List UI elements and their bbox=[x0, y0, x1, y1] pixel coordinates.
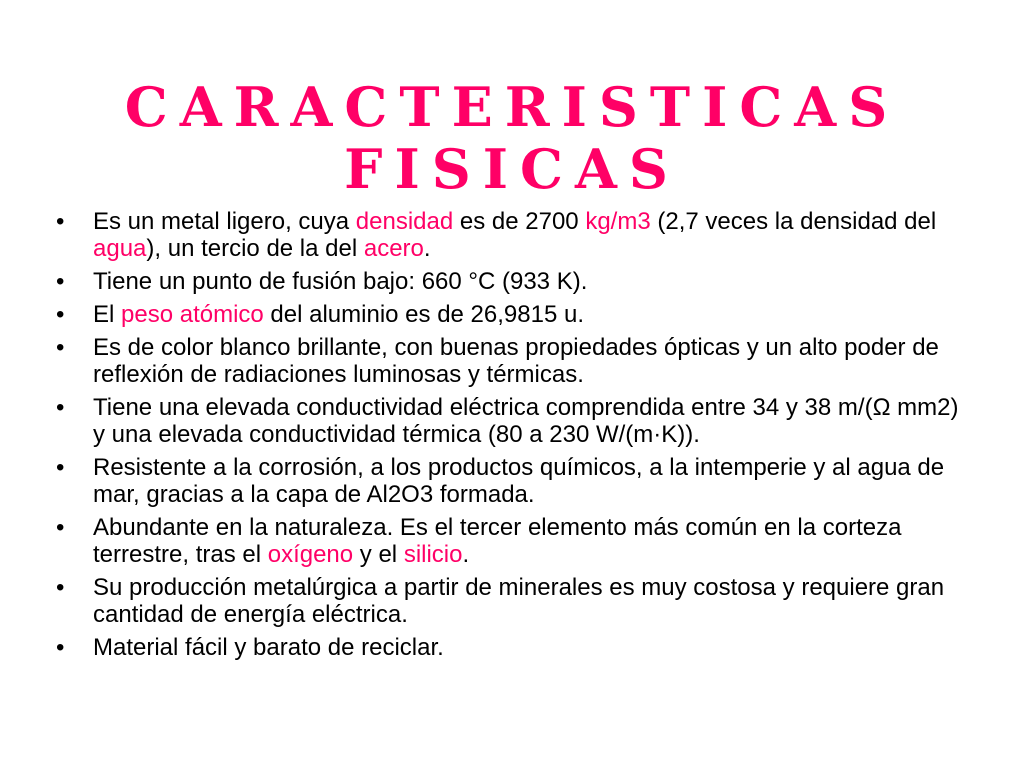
bullet-item-corrosion bbox=[56, 454, 961, 508]
bullet-text: Es un metal ligero, cuya bbox=[93, 208, 356, 235]
title-line-2: FISICAS bbox=[344, 137, 680, 202]
bullet-text: Es de color blanco brillante, con buenas propiedades ópticas y un alto poder de reflexión de radiaciones luminosas y térmicas. bbox=[93, 334, 939, 388]
bullet-dot: • bbox=[56, 514, 65, 541]
bullet-text: ), un tercio de la del bbox=[146, 235, 364, 262]
bullet-dot: • bbox=[56, 574, 65, 601]
link-kg-m3[interactable]: kg/m3 bbox=[585, 208, 651, 235]
bullet-item-abundance bbox=[56, 514, 961, 568]
bullet-item-conductivity bbox=[56, 394, 961, 448]
bullet-dot: • bbox=[56, 208, 65, 235]
bullet-item-density bbox=[56, 208, 961, 262]
link-agua[interactable]: agua bbox=[93, 235, 147, 262]
title-line-1: CARACTERISTICAS bbox=[124, 75, 900, 140]
link-silicio[interactable]: silicio bbox=[403, 541, 463, 568]
bullet-list bbox=[56, 208, 961, 667]
slide-title bbox=[40, 76, 984, 200]
link-acero[interactable]: acero bbox=[363, 235, 424, 262]
bullet-text: . bbox=[462, 541, 470, 568]
bullet-text: . bbox=[423, 235, 431, 262]
bullet-dot: • bbox=[56, 301, 65, 328]
bullet-text: Tiene un punto de fusión bajo: 660 °C (933 K). bbox=[93, 268, 588, 295]
bullet-text: Tiene una elevada conductividad eléctrica comprendida entre 34 y 38 m/(Ω mm2) y una elevada conductividad térmica (80 a 230 W/(m·K)). bbox=[93, 394, 959, 448]
bullet-item-atomic-weight bbox=[56, 301, 961, 328]
bullet-item-production bbox=[56, 574, 961, 628]
link-densidad[interactable]: densidad bbox=[355, 208, 454, 235]
bullet-item-color bbox=[56, 334, 961, 388]
bullet-text: Abundante en la naturaleza. Es el tercer elemento más común en la corteza terrestre, tras el bbox=[93, 514, 902, 568]
bullet-dot: • bbox=[56, 454, 65, 481]
bullet-text: Su producción metalúrgica a partir de minerales es muy costosa y requiere gran cantidad de energía eléctrica. bbox=[93, 574, 945, 628]
bullet-text: Resistente a la corrosión, a los productos químicos, a la intemperie y al agua de mar, gracias a la capa de Al2O3 formada. bbox=[93, 454, 945, 508]
link-oxigeno[interactable]: oxígeno bbox=[267, 541, 354, 568]
bullet-item-recycling bbox=[56, 634, 961, 661]
bullet-text: y el bbox=[353, 541, 404, 568]
bullet-item-melting-point bbox=[56, 268, 961, 295]
bullet-dot: • bbox=[56, 634, 65, 661]
bullet-dot: • bbox=[56, 334, 65, 361]
bullet-text: del aluminio es de 26,9815 u. bbox=[263, 301, 584, 328]
bullet-text: Material fácil y barato de reciclar. bbox=[93, 634, 444, 661]
bullet-dot: • bbox=[56, 268, 65, 295]
bullet-dot: • bbox=[56, 394, 65, 421]
bullet-text: El bbox=[93, 301, 122, 328]
bullet-text: es de 2700 bbox=[453, 208, 586, 235]
link-peso-atomico[interactable]: peso atómico bbox=[121, 301, 264, 328]
bullet-text: (2,7 veces la densidad del bbox=[650, 208, 937, 235]
